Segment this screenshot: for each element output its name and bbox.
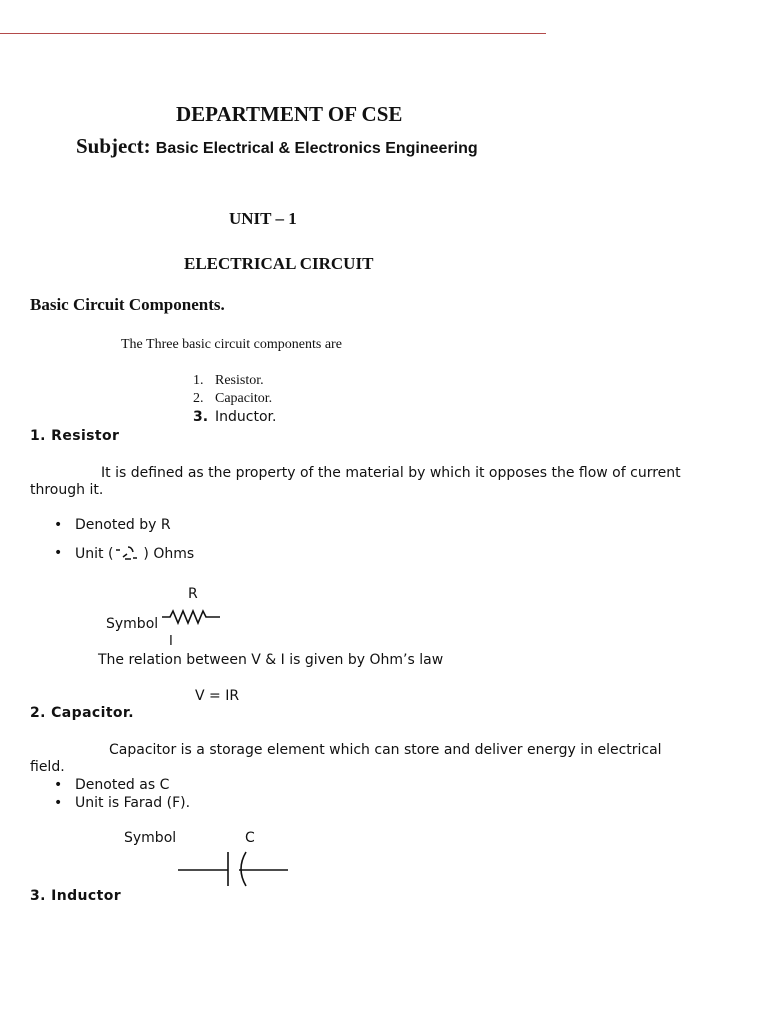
list-item: 1. Resistor. [193, 373, 264, 388]
capacitor-bullets [75, 776, 190, 812]
capacitor-symbol-top-label: C [245, 830, 255, 846]
resistor-definition: It is defined as the property of the material by which it opposes the flow of current [101, 465, 681, 481]
list-item: 3. Inductor. [193, 409, 277, 425]
subject-line [76, 134, 478, 159]
ohms-law-formula: V = IR [195, 688, 240, 704]
ohms-law-relation: The relation between V & I is given by Ohm’s law [98, 652, 444, 668]
capacitor-symbol-label: Symbol [124, 830, 177, 846]
unit-title: UNIT – 1 [229, 209, 297, 228]
resistor-definition-cont: through it. [30, 482, 104, 498]
list-item: • Denoted by R [75, 517, 194, 533]
department-title: DEPARTMENT OF CSE [176, 102, 403, 126]
components-heading: Basic Circuit Components. [30, 295, 225, 314]
capacitor-heading: 2. Capacitor. [30, 705, 134, 721]
list-item: • Denoted as C [75, 776, 190, 794]
components-intro: The Three basic circuit components are [121, 337, 342, 352]
header-rule [0, 33, 546, 34]
inductor-heading: 3. Inductor [30, 888, 122, 904]
chapter-title: ELECTRICAL CIRCUIT [184, 254, 374, 273]
list-item: • Unit ( ) Ohms [75, 545, 194, 565]
omega-icon [113, 545, 143, 565]
subject-value: Basic Electrical & Electronics Engineering [155, 140, 478, 157]
components-list [193, 372, 276, 426]
resistor-bullets [75, 517, 194, 565]
resistor-symbol-bottom-label: I [169, 634, 173, 649]
resistor-symbol-top-label: R [188, 586, 198, 602]
capacitor-definition-cont: field. [30, 759, 65, 775]
resistor-symbol-label: Symbol [106, 616, 159, 632]
list-item: 2. Capacitor. [193, 391, 273, 406]
subject-label: Subject: [76, 134, 151, 158]
resistor-heading: 1. Resistor [30, 428, 120, 444]
capacitor-symbol-icon [176, 848, 290, 890]
list-item: • Unit is Farad (F). [75, 794, 190, 812]
capacitor-definition: Capacitor is a storage element which can store and deliver energy in electrical [109, 742, 662, 758]
resistor-symbol-icon [162, 608, 222, 628]
